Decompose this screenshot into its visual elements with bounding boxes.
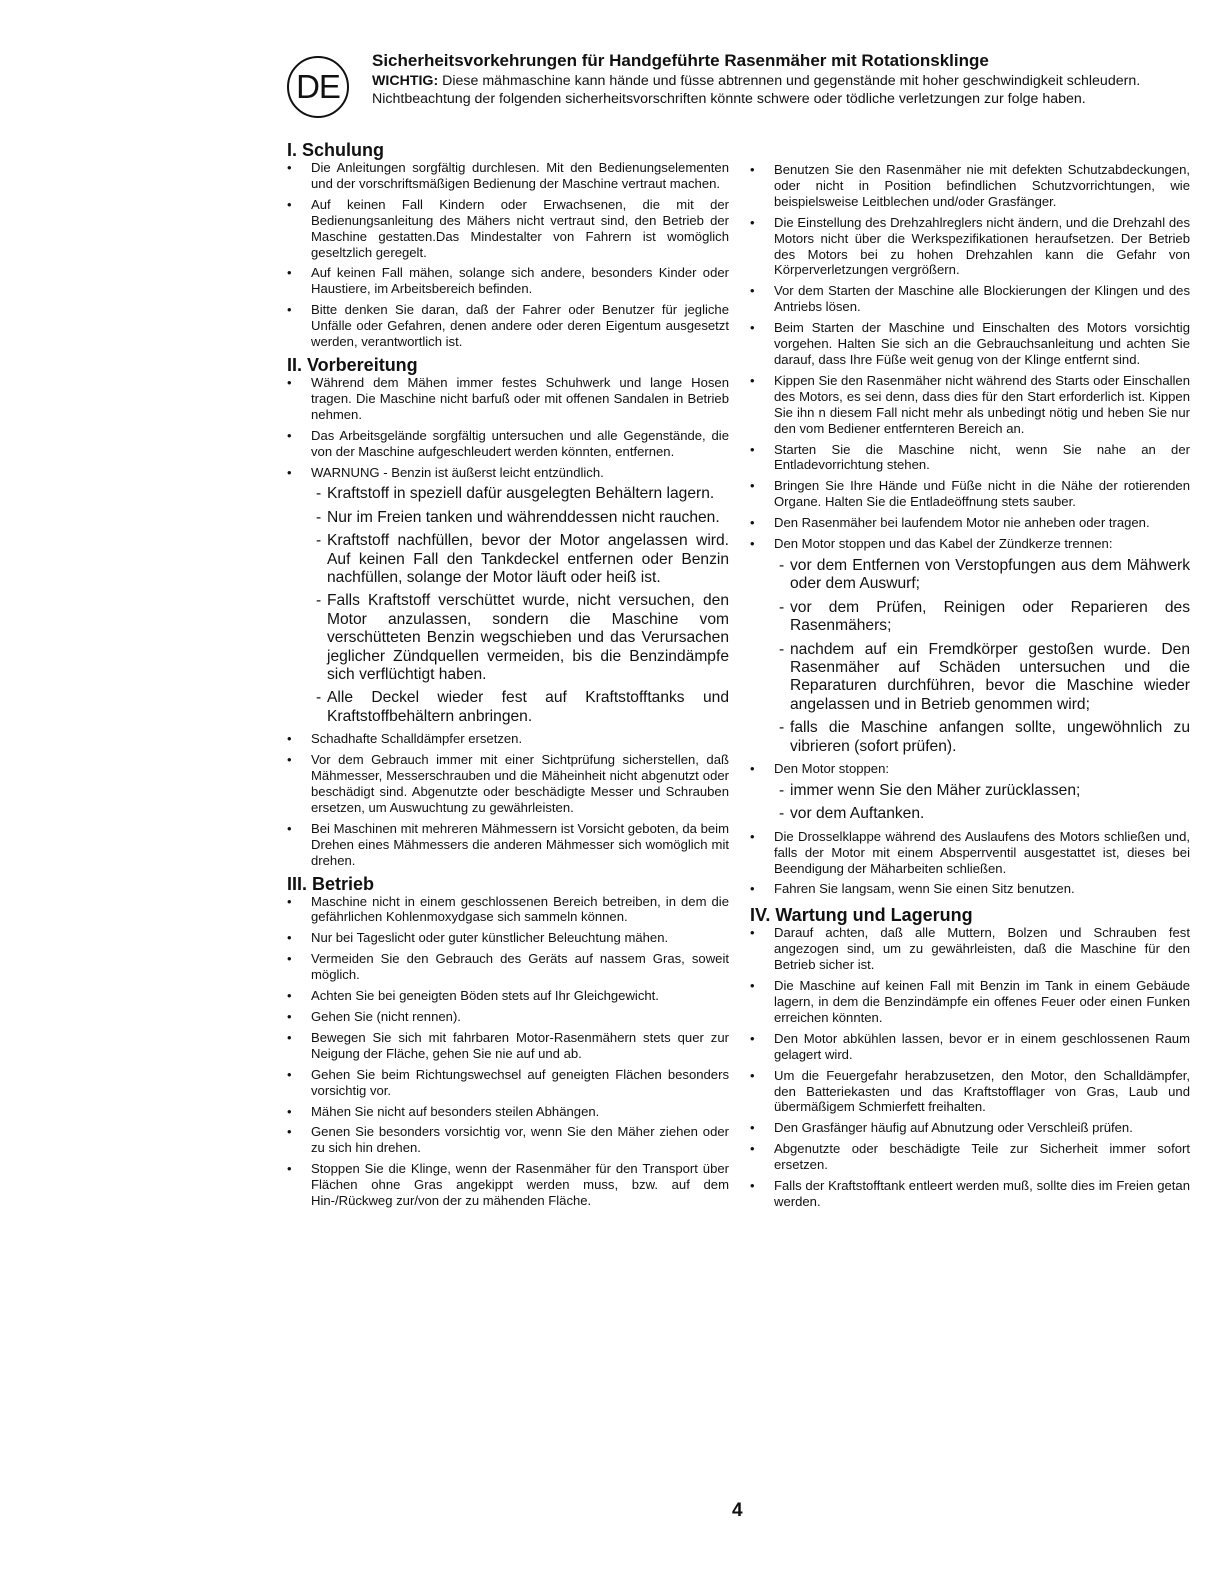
list-item: • Den Motor abkühlen lassen, bevor er in einem geschlossenen Raum gelagert wird. [750,1031,1190,1063]
list-item: • Gehen Sie (nicht rennen). [287,1009,729,1025]
betrieb-list-continued [750,162,1190,552]
list-item: • Benutzen Sie den Rasenmäher nie mit defekten Schutzabdeckungen, oder nicht in Position befindlichen Schutzvorrichtungen, wie beispielsweise Leitblechen und/oder Grasfänger. [750,162,1190,210]
section-title-vorbereitung: II. Vorbereitung [287,354,418,375]
list-item: • Während dem Mähen immer festes Schuhwerk und lange Hosen tragen. Die Maschine nicht barfuß oder mit offenen Sandalen in Betrieb nehmen. [287,375,729,423]
list-item: • Nur bei Tageslicht oder guter künstlicher Beleuchtung mähen. [287,930,729,946]
left-column [287,140,729,1214]
list-item: • Gehen Sie beim Richtungswechsel auf geneigten Flächen besonders vorsichtig vor. [287,1067,729,1099]
list-item: • Beim Starten der Maschine und Einschalten des Motors vorsichtig vorgehen. Halten Sie sich an die Gebrauchsanleitung und achten Sie darauf, dass Ihre Füße weit genug von der Klinge entfernt sind. [750,320,1190,368]
list-item: • Schadhafte Schalldämpfer ersetzen. [287,731,729,747]
warning-paragraph [372,73,1192,108]
section-title-schulung: I. Schulung [287,140,384,160]
schulung-list [287,160,729,350]
motor-stop-list [750,761,1190,777]
list-item: • Vermeiden Sie den Gebrauch des Geräts auf nassem Gras, soweit möglich. [287,951,729,983]
fuel-sublist [287,485,729,726]
list-item: • Um die Feuergefahr herabzusetzen, den Motor, den Schalldämpfer, den Batteriekasten und das Kraftstofflager von Gras, Laub und übermäßigem Schmierfett freihalten. [750,1068,1190,1116]
list-item: • Vor dem Gebrauch immer mit einer Sichtprüfung sicherstellen, daß Mähmesser, Messerschrauben und die Mäheinheit nicht abgenutzt oder beschädigt sind. Abgenutzte oder beschädigte Messer und Schrauben ersetzen, um Auswuchtung zu gewährleisten. [287,752,729,816]
sub-list-item: - Alle Deckel wieder fest auf Kraftstofftanks und Kraftstoffbehältern anbringen. [287,689,729,726]
sub-list-item: - immer wenn Sie den Mäher zurücklassen; [750,782,1190,800]
list-item: • Stoppen Sie die Klinge, wenn der Rasenmäher für den Transport über Flächen ohne Gras angekippt werden muss, bzw. auf dem Hin-/Rückweg zur/von der zu mähenden Fläche. [287,1161,729,1209]
warning-label: WICHTIG: [372,73,439,89]
safety-header [372,50,1192,108]
list-item: • Genen Sie besonders vorsichtig vor, wenn Sie den Mäher ziehen oder zu sich hin drehen. [287,1124,729,1156]
sub-list-item: - vor dem Prüfen, Reinigen oder Reparieren des Rasenmähers; [750,599,1190,636]
stop-sublist [750,557,1190,756]
list-item: • Die Maschine auf keinen Fall mit Benzin im Tank in einem Gebäude lagern, in dem die Benzindämpfe ein offenes Feuer oder einen Funken erreichen könnten. [750,978,1190,1026]
list-item: • Auf keinen Fall Kindern oder Erwachsenen, die mit der Bedienungsanleitung des Mähers nicht vertraut sind, den Betrieb der Maschine gestatten.Das Mindestalter von Fahrern ist womöglich geseltzlich geregelt. [287,197,729,261]
section-title-betrieb: III. Betrieb [287,873,375,894]
sub-list-item: - Nur im Freien tanken und währenddessen nicht rauchen. [287,509,729,527]
list-item: • Fahren Sie langsam, wenn Sie einen Sitz benutzen. [750,881,1190,897]
wartung-list [750,925,1190,1210]
betrieb-list [287,894,729,1209]
language-badge [287,56,349,118]
vorbereitung-list [287,375,729,480]
list-item: • Das Arbeitsgelände sorgfältig untersuchen und alle Gegenstände, die von der Maschine aufgeschleudert werden könnten, entfernen. [287,428,729,460]
list-item: • Den Grasfänger häufig auf Abnutzung oder Verschleiß prüfen. [750,1120,1190,1136]
right-column [750,162,1190,1215]
section-title-wartung: IV. Wartung und Lagerung [750,905,973,926]
list-item: • Den Motor stoppen: [750,761,1190,777]
list-item: • Auf keinen Fall mähen, solange sich andere, besonders Kinder oder Haustiere, im Arbeitsbereich befinden. [287,265,729,297]
list-item: • Den Motor stoppen und das Kabel der Zündkerze trennen: [750,536,1190,552]
list-item: • Bringen Sie Ihre Hände und Füße nicht in die Nähe der rotierenden Organe. Halten Sie die Entladeöffnung stets sauber. [750,478,1190,510]
language-code: DE [296,68,340,105]
list-item: • Abgenutzte oder beschädigte Teile zur Sicherheit immer sofort ersetzen. [750,1141,1190,1173]
list-item: • Vor dem Starten der Maschine alle Blockierungen der Klingen und des Antriebs lösen. [750,283,1190,315]
warning-text: Diese mähmaschine kann hände und füsse abtrennen und gegenstände mit hoher geschwindigkeit schleudern. Nichtbeachtung der folgenden sicherheitsvorschriften könnte schwere oder tödliche verletzungen zur folge haben. [372,73,1141,107]
sub-list-item: - Kraftstoff in speziell dafür ausgelegten Behältern lagern. [287,485,729,503]
sub-list-item: - falls die Maschine anfangen sollte, ungewöhnlich zu vibrieren (sofort prüfen). [750,719,1190,756]
list-item: • Kippen Sie den Rasenmäher nicht während des Starts oder Einschallen des Motors, es sei denn, dass dies für den Start erforderlich ist. Kippen Sie ihn n diesem Fall nicht mehr als unbedingt nötig und heben Sie nur den vom Bediener entfernteren Bereich an. [750,373,1190,437]
sub-list-item: - vor dem Entfernen von Verstopfungen aus dem Mähwerk oder dem Auswurf; [750,557,1190,594]
page-number: 4 [732,1500,743,1521]
list-item: • Starten Sie die Maschine nicht, wenn Sie nahe an der Entladevorrichtung stehen. [750,442,1190,474]
list-item: • Falls der Kraftstofftank entleert werden muß, sollte dies im Freien getan werden. [750,1178,1190,1210]
list-item: • Maschine nicht in einem geschlossenen Bereich betreiben, in dem die gefährlichen Kohlenmoxydgase sich sammeln können. [287,894,729,926]
list-item: • Bei Maschinen mit mehreren Mähmessern ist Vorsicht geboten, da beim Drehen eines Mähmessers die anderen Mähmesser sich womöglich mit drehen. [287,821,729,869]
list-item: • Bitte denken Sie daran, daß der Fahrer oder Benutzer für jegliche Unfälle oder Gefahren, denen andere oder deren Eigentum ausgesetzt werden, verantwortlich ist. [287,302,729,350]
page-title: Sicherheitsvorkehrungen für Handgeführte Rasenmäher mit Rotationsklinge [372,51,989,70]
sub-list-item: - vor dem Auftanken. [750,805,1190,823]
list-item: • Die Drosselklappe während des Auslaufens des Motors schließen und, falls der Motor mit einem Absperrventil ausgestattet ist, dieses bei Beendigung der Mäharbeiten schließen. [750,829,1190,877]
list-item: • Darauf achten, daß alle Muttern, Bolzen und Schrauben fest angezogen sind, um zu gewährleisten, daß die Maschine für den Betrieb sicher ist. [750,925,1190,973]
sub-list-item: - Kraftstoff nachfüllen, bevor der Motor angelassen wird. Auf keinen Fall den Tankdeckel entfernen oder Benzin nachfüllen, solange der Motor läuft oder heiß ist. [287,532,729,587]
sub-list-item: - nachdem auf ein Fremdkörper gestoßen wurde. Den Rasenmäher auf Schäden untersuchen und die Reparaturen durchführen, bevor die Maschine wieder angelassen und in Betrieb genommen wird; [750,641,1190,715]
list-item: • Den Rasenmäher bei laufendem Motor nie anheben oder tragen. [750,515,1190,531]
vorbereitung-list-continued [287,731,729,868]
list-item: • Achten Sie bei geneigten Böden stets auf Ihr Gleichgewicht. [287,988,729,1004]
sub-list-item: - Falls Kraftstoff verschüttet wurde, nicht versuchen, den Motor anzulassen, sondern die Maschine vom verschütteten Benzin wegschieben und das Verursachen jeglicher Zündquellen vermeiden, bis die Benzindämpfe sich verflüchtigt haben. [287,592,729,684]
list-item: • Bewegen Sie sich mit fahrbaren Motor-Rasenmähern stets quer zur Neigung der Fläche, gehen Sie nie auf und ab. [287,1030,729,1062]
betrieb-list-end [750,829,1190,898]
list-item: • Die Einstellung des Drehzahlreglers nicht ändern, und die Drehzahl des Motors nicht über die Werkspezifikationen heraufsetzen. Der Betrieb des Motors bei zu hohen Drehzahlen kann die Gefahr von Körperverletzungen vergrößern. [750,215,1190,279]
motor-stop-sublist [750,782,1190,824]
list-item: • Die Anleitungen sorgfältig durchlesen. Mit den Bedienungselementen und der vorschriftsmäßigen Bedienung der Maschine vertraut machen. [287,160,729,192]
list-item: • Mähen Sie nicht auf besonders steilen Abhängen. [287,1104,729,1120]
list-item: • WARNUNG - Benzin ist äußerst leicht entzündlich. [287,465,729,481]
